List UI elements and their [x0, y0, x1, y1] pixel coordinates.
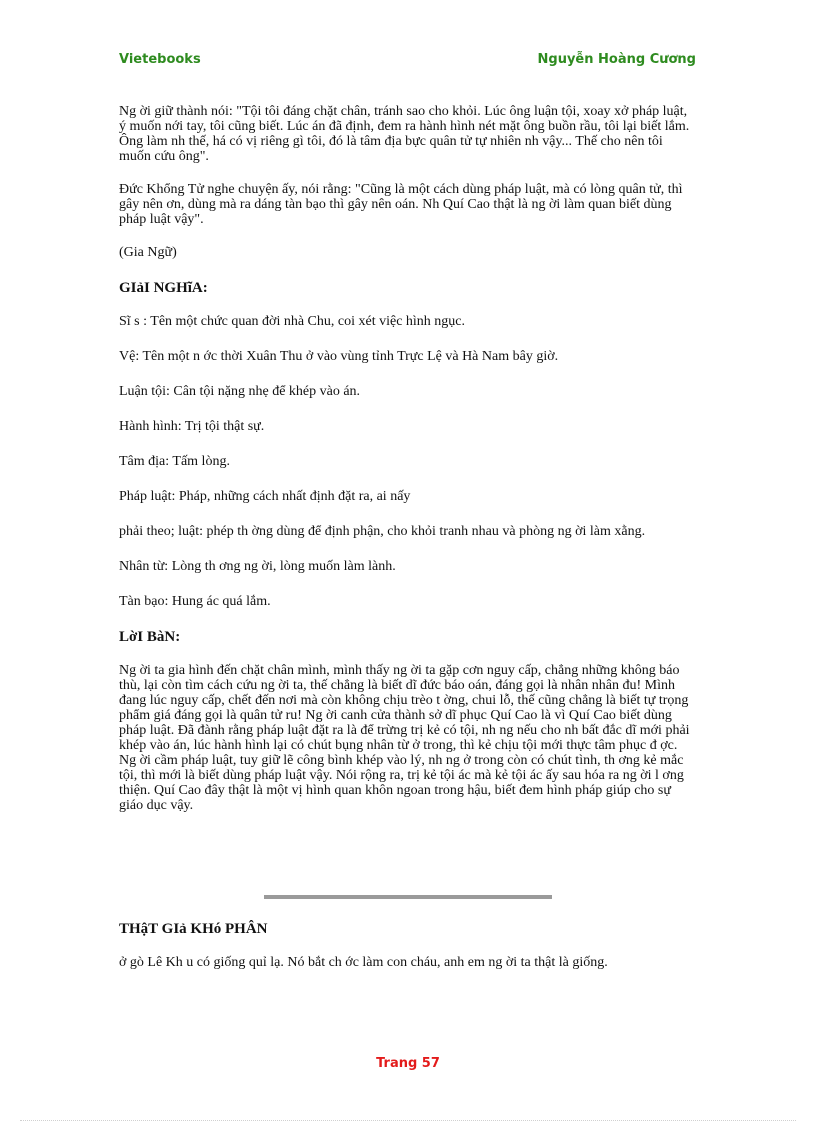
next-story-text: ở gò Lê Kh u có giống quỉ lạ. Nó bắt ch ớc làm con cháu, anh em ng ời ta thật là giống.	[119, 955, 608, 970]
commentary-title: LờI BàN:	[119, 629, 181, 645]
next-story-title: THậT GIả KHó PHÂN	[119, 921, 268, 937]
glossary-title: GIảI NGHĩA:	[119, 280, 208, 296]
glossary-item: Luận tội: Cân tội nặng nhẹ để khép vào án.	[119, 384, 361, 399]
story-paragraph-2: Đức Khổng Tử nghe chuyện ấy, nói rằng: "Cũng là một cách dùng pháp luật, mà có lòng quân tử, thì gây nên ơn, dùng mà ra dáng tàn bạo thì gây nên oán. Nh Quí Cao thật là ng ời làm quan biết dùng pháp luật vậy".	[119, 182, 683, 227]
next-story	[119, 921, 696, 988]
author-name: Nguyễn Hoàng Cương	[537, 52, 696, 67]
page-bottom-rule	[20, 1120, 796, 1121]
glossary-item: Tâm địa: Tấm lòng.	[119, 454, 230, 469]
main-content	[119, 104, 696, 831]
glossary-item: Vệ: Tên một n ớc thời Xuân Thu ở vào vùng tỉnh Trực Lệ và Hà Nam bây giờ.	[119, 349, 559, 364]
source-citation: (Gia Ngữ)	[119, 245, 177, 260]
glossary-item: Nhân từ: Lòng th ơng ng ời, lòng muốn làm lành.	[119, 559, 396, 574]
glossary-item: Pháp luật: Pháp, những cách nhất định đặt ra, ai nấy	[119, 489, 411, 504]
glossary-item: Hành hình: Trị tội thật sự.	[119, 419, 265, 434]
page-number: Trang 57	[376, 1056, 440, 1071]
glossary-item: phải theo; luật: phép th ờng dùng để định phận, cho khỏi tranh nhau và phòng ng ời làm xằng.	[119, 524, 646, 539]
glossary-item: Tàn bạo: Hung ác quá lắm.	[119, 594, 271, 609]
site-name: Vietebooks	[119, 52, 201, 67]
glossary-item: Sĩ s : Tên một chức quan đời nhà Chu, coi xét việc hình ngục.	[119, 314, 466, 329]
page-header	[119, 52, 696, 70]
story-paragraph-1: Ng ời giữ thành nói: "Tội tôi đáng chặt chân, tránh sao cho khỏi. Lúc ông luận tội, xoay xở pháp luật, ý muốn nới tay, tôi cũng biết. Lúc án đã định, đem ra hành hình nét mặt ông buồn rầu, tôi lại biết lắm. Ông làm nh thế, há có vị riêng gì tôi, đó là tâm địa bực quân tử tự nhiên nh vậy... Thế cho nên tôi muốn cứu ông".	[119, 104, 690, 164]
commentary-text: Ng ời ta gia hình đến chặt chân mình, mình thấy ng ời ta gặp cơn nguy cấp, chẳng những không báo thù, lại còn tìm cách cứu ng ời ta, thế chẳng là biết dĩ đức báo oán, đáng gọi là nhân nhân đu! Mình đang lúc nguy cấp, chết đến nơi mà còn không chịu trèo t ờng, chui lỗ, thế cũng chẳng là biết tự trọng phẩm giá đáng gọi là quân tử ru! Ng ời canh cửa thành sở dĩ phục Quí Cao là vì Quí Cao biết dùng pháp luật. Đã đành rằng pháp luật đặt ra là để trừng trị kẻ có tội, nh ng nếu cho nh bất đắc dĩ mới phải khép vào án, lúc hành hình lại có chút bụng nhân từ ở trong, thì kẻ chịu tội mới thực tâm phục đ ợc. Ng ời cầm pháp luật, tuy giữ lẽ công bình khép vào lý, nh ng ở trong còn có chút tình, th ơng kẻ mắc tội, thì mới là biết dùng pháp luật vậy. Nói rộng ra, trị kẻ tội ác mà kẻ tội ác ấy sau hóa ra ng ời l ơng thiện. Quí Cao đây thật là một vị hình quan khôn ngoan trong hậu, biết đem hình pháp giúp cho sự giáo dục vậy.	[119, 663, 690, 813]
section-divider	[264, 895, 552, 899]
